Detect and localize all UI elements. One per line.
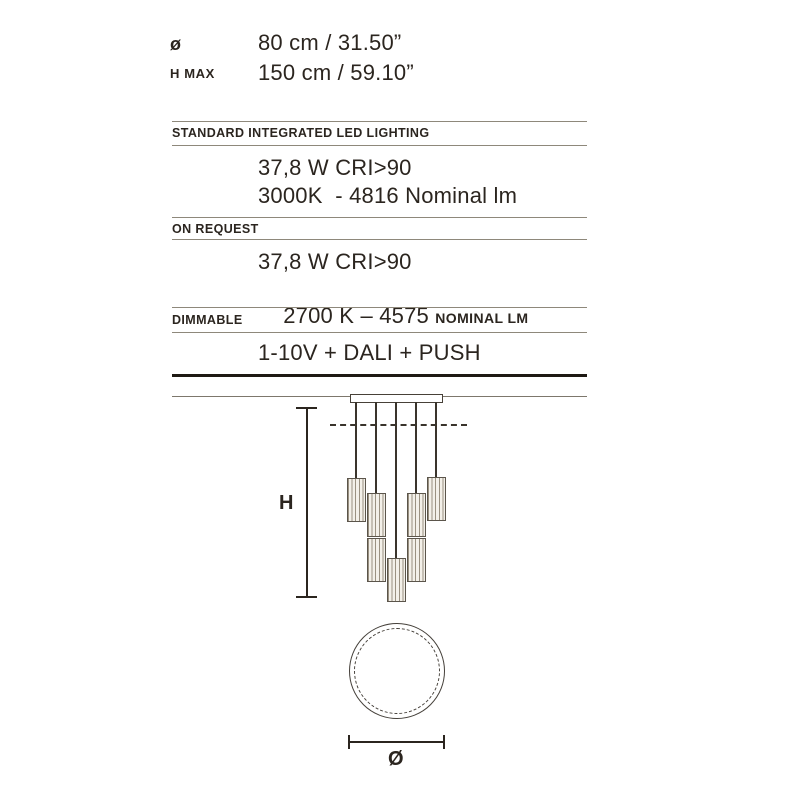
diameter-dimension-line	[349, 741, 445, 743]
standard-led-color-temp: 3000K - 4816 Nominal lm	[258, 183, 518, 208]
center-axis-dashed-line	[330, 424, 467, 426]
diameter-dimension-right-tick	[443, 735, 445, 749]
diameter-value: 80 cm / 31.50”	[258, 30, 402, 55]
diameter-dimension-left-tick	[348, 735, 350, 749]
on-request-nominal-lm-label: NOMINAL LM	[435, 310, 529, 326]
divider-line	[172, 239, 587, 240]
divider-line	[172, 145, 587, 146]
height-dimension-top-cap	[296, 407, 317, 409]
suspension-cord	[415, 402, 417, 493]
h-max-label: H MAX	[170, 66, 215, 81]
pendant-cylinder	[427, 477, 446, 521]
pendant-cylinder	[407, 493, 426, 537]
diameter-symbol: ø	[170, 34, 182, 54]
height-dimension-bottom-cap	[296, 596, 317, 598]
height-dimension-label: H	[279, 492, 294, 514]
section-header-on-request: ON REQUEST	[172, 222, 259, 236]
pendant-cylinder	[347, 478, 366, 522]
divider-line	[172, 121, 587, 122]
top-view-dashed-circle	[354, 628, 440, 714]
divider-line	[172, 332, 587, 333]
section-header-dimmable: DIMMABLE	[172, 313, 243, 327]
height-dimension-line	[306, 407, 308, 598]
h-max-value: 150 cm / 59.10”	[258, 60, 414, 85]
on-request-wattage: 37,8 W CRI>90	[258, 249, 412, 274]
divider-line	[172, 217, 587, 218]
suspension-cord	[375, 402, 377, 493]
on-request-color-temp-value: 2700 K – 4575	[283, 303, 436, 328]
pendant-cylinder	[407, 538, 426, 582]
pendant-cylinder	[367, 493, 386, 537]
section-header-standard-led: STANDARD INTEGRATED LED LIGHTING	[172, 126, 430, 140]
divider-line	[172, 307, 587, 308]
pendant-cylinder	[367, 538, 386, 582]
standard-led-wattage: 37,8 W CRI>90	[258, 155, 412, 180]
suspension-cord	[435, 402, 437, 477]
thick-divider-line	[172, 374, 587, 377]
diameter-dimension-label: Ø	[388, 748, 404, 770]
suspension-cord	[355, 402, 357, 478]
pendant-cylinder	[387, 558, 406, 602]
dimmable-options: 1-10V + DALI + PUSH	[258, 340, 481, 365]
